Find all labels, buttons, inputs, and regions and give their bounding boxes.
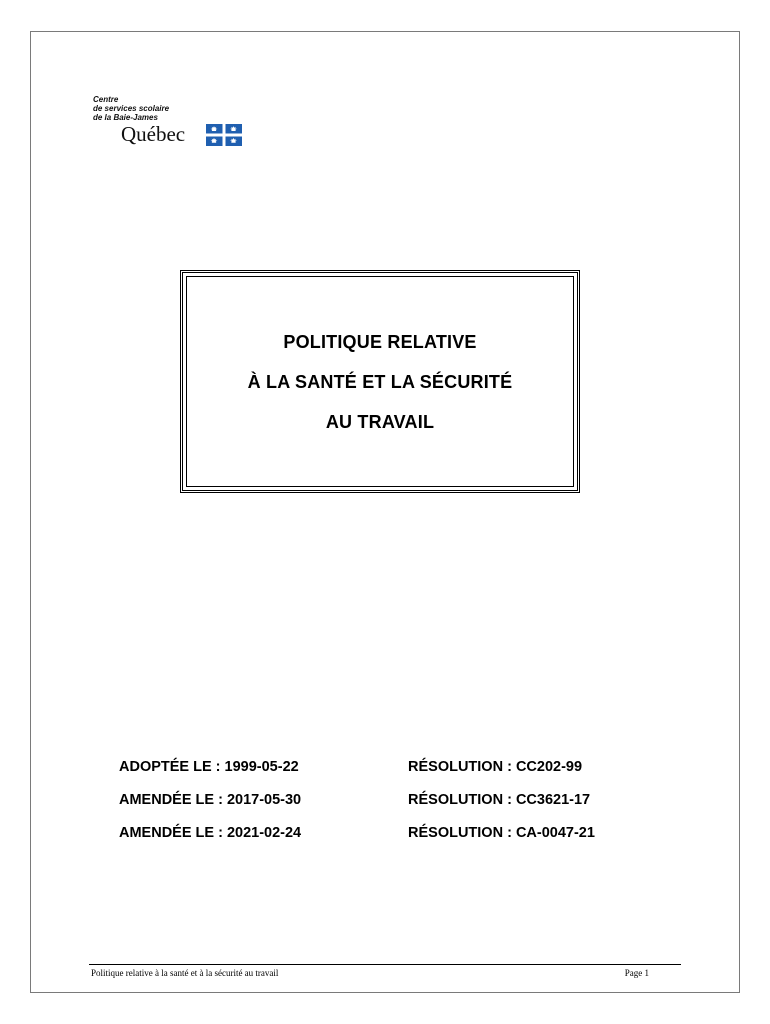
logo-line-2: de services scolaire (93, 104, 170, 113)
document-page (30, 31, 740, 993)
title-line-3: AU TRAVAIL (325, 411, 435, 432)
organization-logo (93, 95, 263, 155)
footer-page-number: Page 1 (624, 968, 649, 978)
logo-line-1: Centre (93, 95, 119, 104)
quebec-flag-icon (206, 124, 242, 146)
adoption-records (119, 759, 679, 858)
record-row (119, 825, 679, 858)
logo-wordmark: Québec (121, 122, 186, 146)
record-row (119, 792, 679, 825)
record-resolution: RÉSOLUTION : CC202-99 (408, 759, 583, 775)
record-row (119, 759, 679, 792)
record-resolution: RÉSOLUTION : CC3621-17 (408, 792, 591, 808)
record-resolution: RÉSOLUTION : CA-0047-21 (408, 825, 595, 841)
footer-document-title: Politique relative à la santé et à la sécurité au travail (91, 968, 279, 978)
title-box (180, 270, 580, 493)
footer-divider (89, 964, 681, 965)
title-line-1: POLITIQUE RELATIVE (283, 331, 477, 352)
record-date: AMENDÉE LE : 2021-02-24 (119, 825, 302, 841)
record-date: ADOPTÉE LE : 1999-05-22 (119, 759, 299, 775)
title-line-2: À LA SANTÉ ET LA SÉCURITÉ (247, 371, 513, 392)
logo-line-3: de la Baie-James (93, 113, 158, 122)
record-date: AMENDÉE LE : 2017-05-30 (119, 792, 302, 808)
